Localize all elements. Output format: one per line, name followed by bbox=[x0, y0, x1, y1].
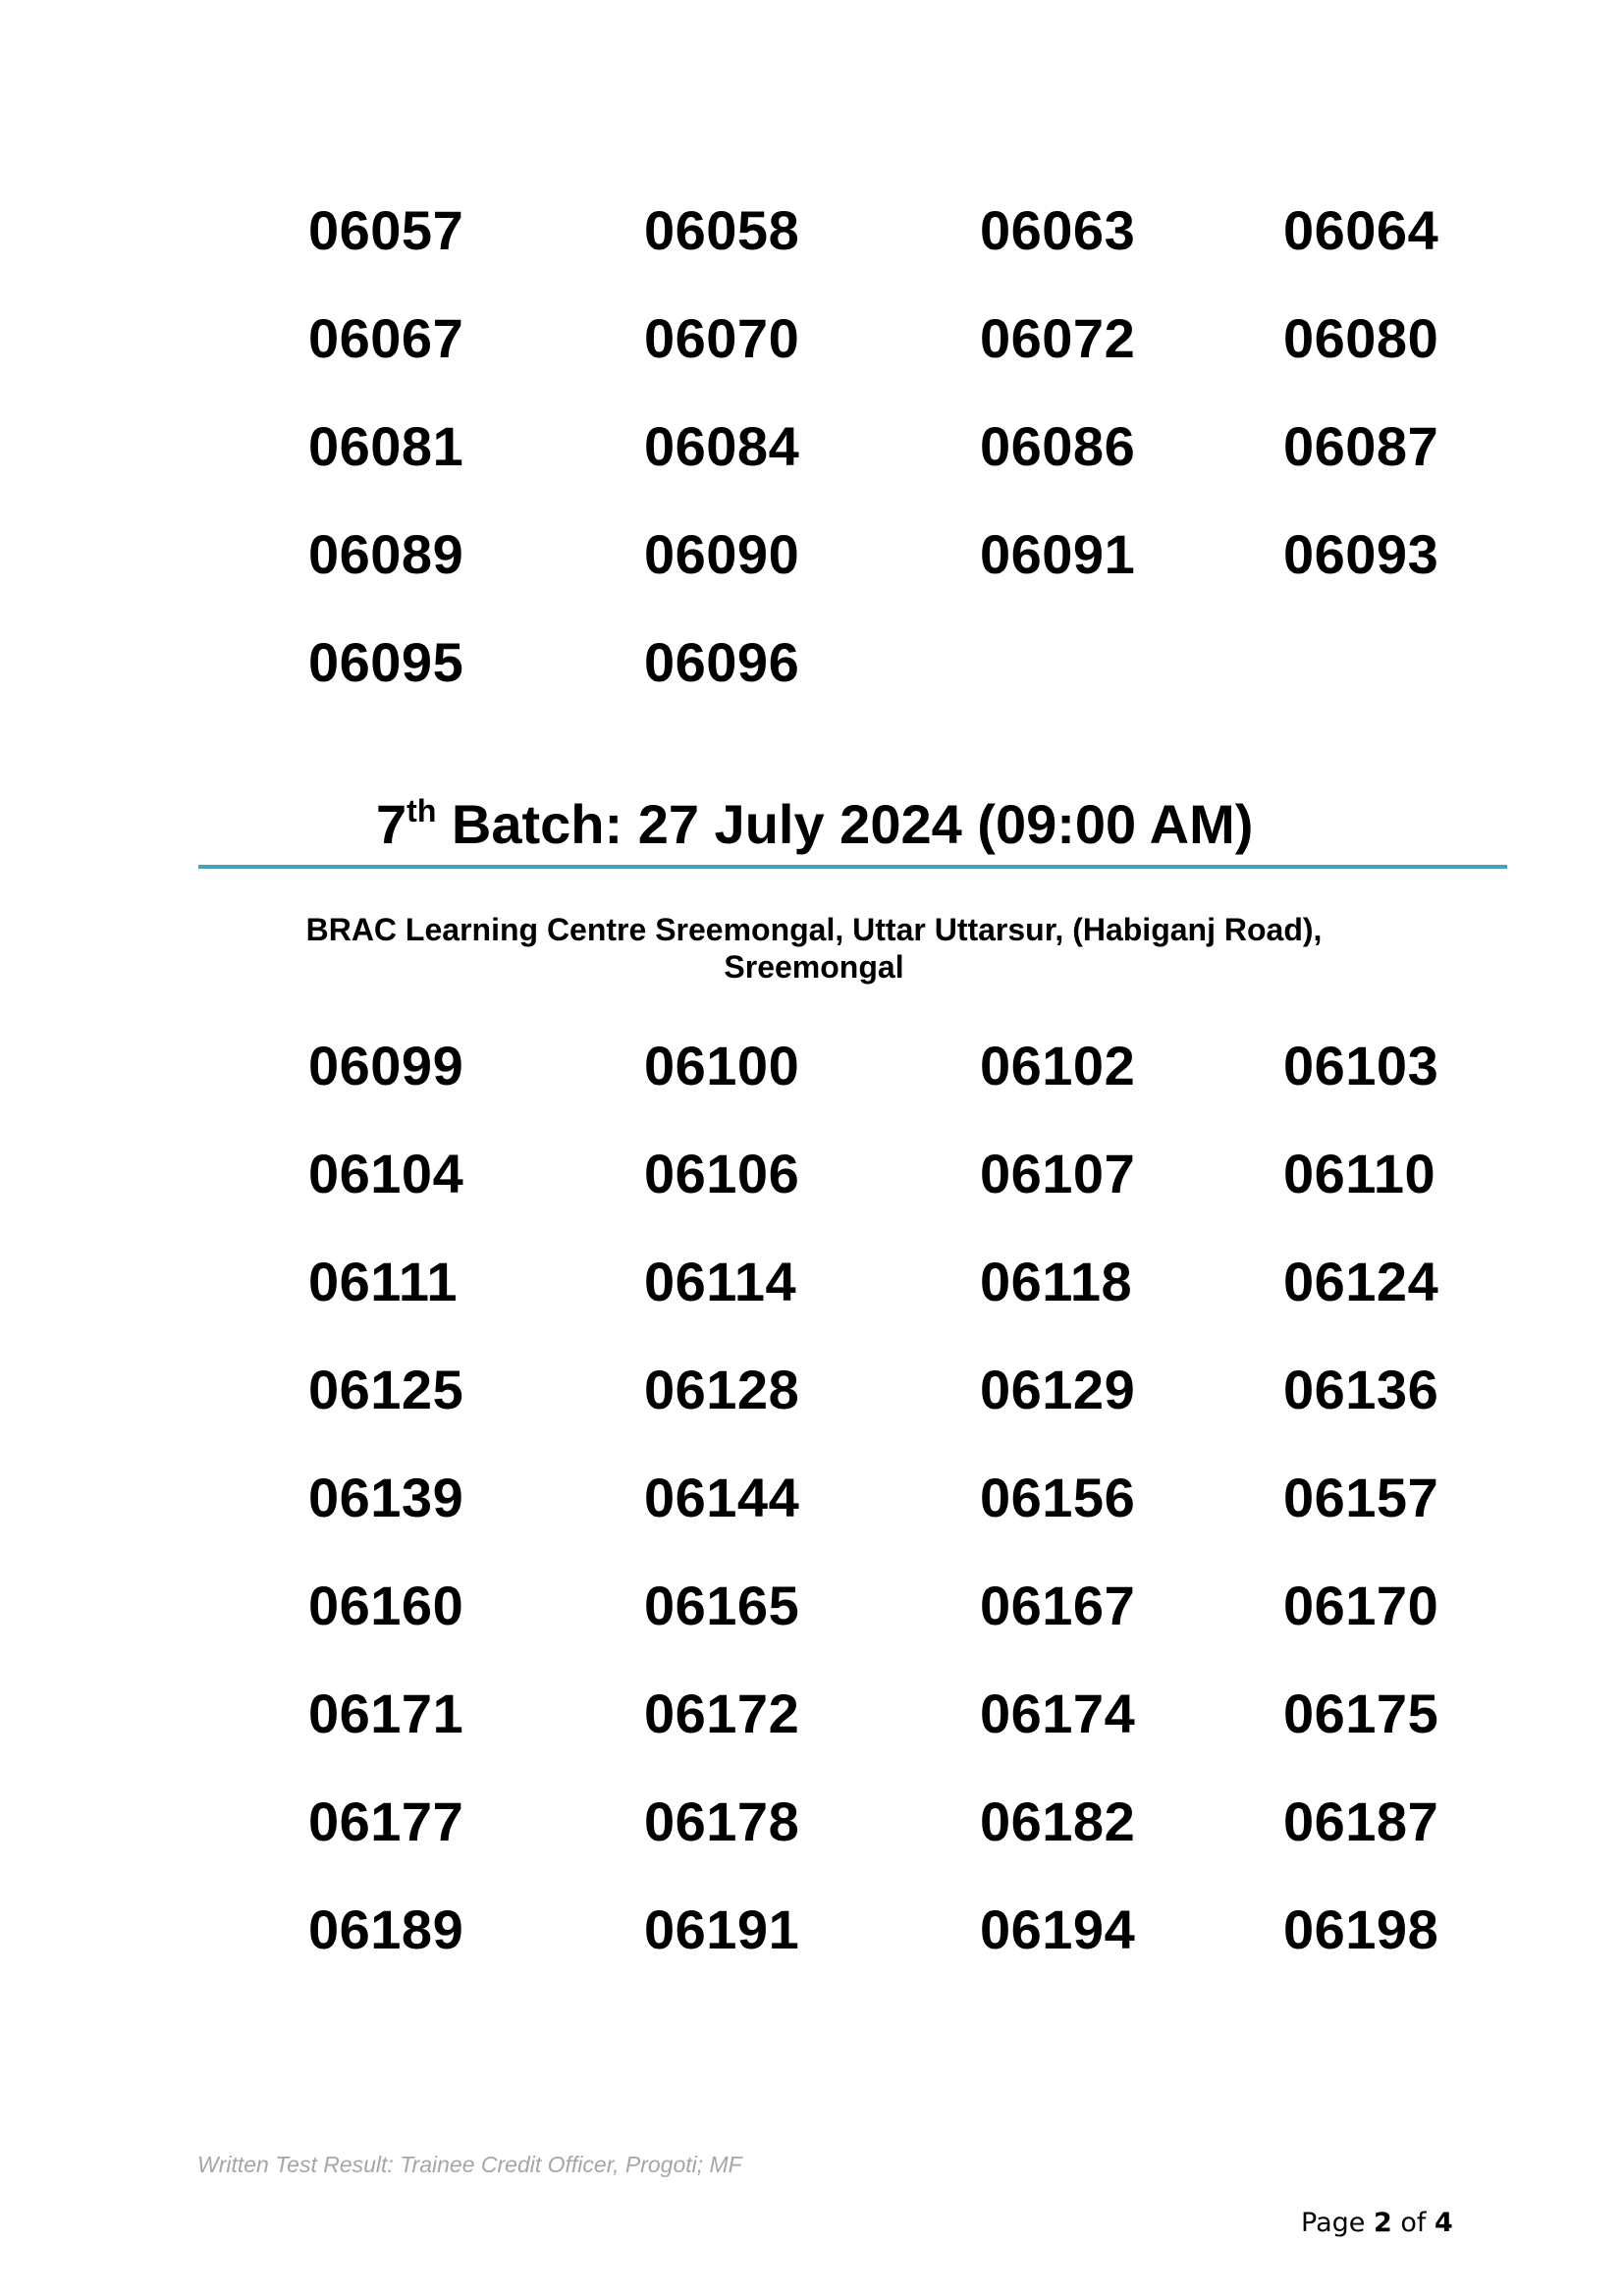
batch-ordinal: 7 bbox=[376, 793, 407, 855]
roll-number: 06093 bbox=[1283, 523, 1439, 585]
roll-number: 06125 bbox=[308, 1359, 464, 1420]
roll-number: 06102 bbox=[980, 1035, 1136, 1096]
roll-number: 06172 bbox=[644, 1682, 800, 1744]
roll-number: 06174 bbox=[980, 1682, 1136, 1744]
roll-row bbox=[0, 1012, 1624, 1120]
roll-number: 06099 bbox=[308, 1035, 464, 1096]
roll-number: 06107 bbox=[980, 1143, 1136, 1204]
roll-number: 06057 bbox=[308, 199, 464, 261]
roll-row bbox=[0, 1120, 1624, 1228]
roll-number: 06187 bbox=[1283, 1790, 1439, 1852]
roll-number: 06086 bbox=[980, 415, 1136, 477]
roll-number: 06058 bbox=[644, 199, 800, 261]
batch-ordinal-suffix: th bbox=[406, 793, 437, 828]
page-current: 2 bbox=[1373, 2208, 1392, 2238]
page-of: of bbox=[1400, 2208, 1427, 2238]
roll-number: 06089 bbox=[308, 523, 464, 585]
roll-number: 06160 bbox=[308, 1575, 464, 1636]
roll-number: 06114 bbox=[644, 1251, 797, 1312]
roll-number: 06198 bbox=[1283, 1898, 1439, 1960]
roll-row bbox=[0, 1768, 1624, 1876]
roll-row bbox=[0, 393, 1624, 501]
batch-title: Batch: 27 July 2024 (09:00 AM) bbox=[436, 793, 1254, 855]
heading-divider bbox=[198, 865, 1507, 869]
roll-number: 06106 bbox=[644, 1143, 800, 1204]
roll-number: 06104 bbox=[308, 1143, 464, 1204]
roll-number: 06081 bbox=[308, 415, 464, 477]
roll-number: 06095 bbox=[308, 631, 464, 693]
roll-row bbox=[0, 1336, 1624, 1444]
venue-line-2: Sreemongal bbox=[724, 949, 904, 985]
roll-number-grid-batch-7 bbox=[0, 1012, 1624, 1984]
roll-number: 06171 bbox=[308, 1682, 464, 1744]
roll-number: 06157 bbox=[1283, 1467, 1439, 1528]
roll-number: 06189 bbox=[308, 1898, 464, 1960]
roll-row bbox=[0, 1876, 1624, 1984]
roll-number: 06182 bbox=[980, 1790, 1136, 1852]
roll-row bbox=[0, 501, 1624, 609]
roll-number: 06064 bbox=[1283, 199, 1439, 261]
footer-note: Written Test Result: Trainee Credit Officer, Progoti; MF bbox=[197, 2152, 742, 2177]
roll-number: 06067 bbox=[308, 307, 464, 369]
roll-number: 06136 bbox=[1283, 1359, 1439, 1420]
roll-number: 06118 bbox=[980, 1251, 1133, 1312]
roll-number: 06124 bbox=[1283, 1251, 1439, 1312]
roll-number: 06084 bbox=[644, 415, 800, 477]
roll-number: 06103 bbox=[1283, 1035, 1439, 1096]
roll-number: 06139 bbox=[308, 1467, 464, 1528]
venue-address bbox=[198, 911, 1430, 986]
roll-number: 06080 bbox=[1283, 307, 1439, 369]
roll-row bbox=[0, 1444, 1624, 1552]
roll-row bbox=[0, 1552, 1624, 1660]
roll-number: 06110 bbox=[1283, 1143, 1436, 1204]
roll-number: 06087 bbox=[1283, 415, 1439, 477]
roll-number: 06070 bbox=[644, 307, 800, 369]
roll-number: 06165 bbox=[644, 1575, 800, 1636]
roll-number: 06170 bbox=[1283, 1575, 1439, 1636]
roll-row bbox=[0, 177, 1624, 285]
page-total: 4 bbox=[1434, 2208, 1453, 2238]
roll-number: 06096 bbox=[644, 631, 800, 693]
roll-number: 06100 bbox=[644, 1035, 800, 1096]
roll-number: 06072 bbox=[980, 307, 1136, 369]
roll-number: 06090 bbox=[644, 523, 800, 585]
roll-number: 06194 bbox=[980, 1898, 1136, 1960]
roll-row bbox=[0, 285, 1624, 393]
page-word: Page bbox=[1301, 2208, 1366, 2238]
roll-row bbox=[0, 1660, 1624, 1768]
batch-heading bbox=[376, 785, 1253, 864]
venue-line-1: BRAC Learning Centre Sreemongal, Uttar Uttarsur, (Habiganj Road), bbox=[305, 912, 1323, 947]
roll-number: 06191 bbox=[644, 1898, 800, 1960]
roll-number: 06111 bbox=[308, 1251, 459, 1312]
roll-row bbox=[0, 609, 1624, 717]
roll-number: 06178 bbox=[644, 1790, 800, 1852]
roll-row bbox=[0, 1228, 1624, 1336]
roll-number: 06175 bbox=[1283, 1682, 1439, 1744]
roll-number: 06063 bbox=[980, 199, 1136, 261]
roll-number: 06091 bbox=[980, 523, 1136, 585]
roll-number: 06156 bbox=[980, 1467, 1136, 1528]
roll-number: 06129 bbox=[980, 1359, 1136, 1420]
roll-number: 06144 bbox=[644, 1467, 800, 1528]
page-number bbox=[1301, 2208, 1453, 2238]
roll-number: 06177 bbox=[308, 1790, 464, 1852]
roll-number: 06167 bbox=[980, 1575, 1136, 1636]
roll-number: 06128 bbox=[644, 1359, 800, 1420]
roll-number-grid-previous-batch bbox=[0, 177, 1624, 717]
